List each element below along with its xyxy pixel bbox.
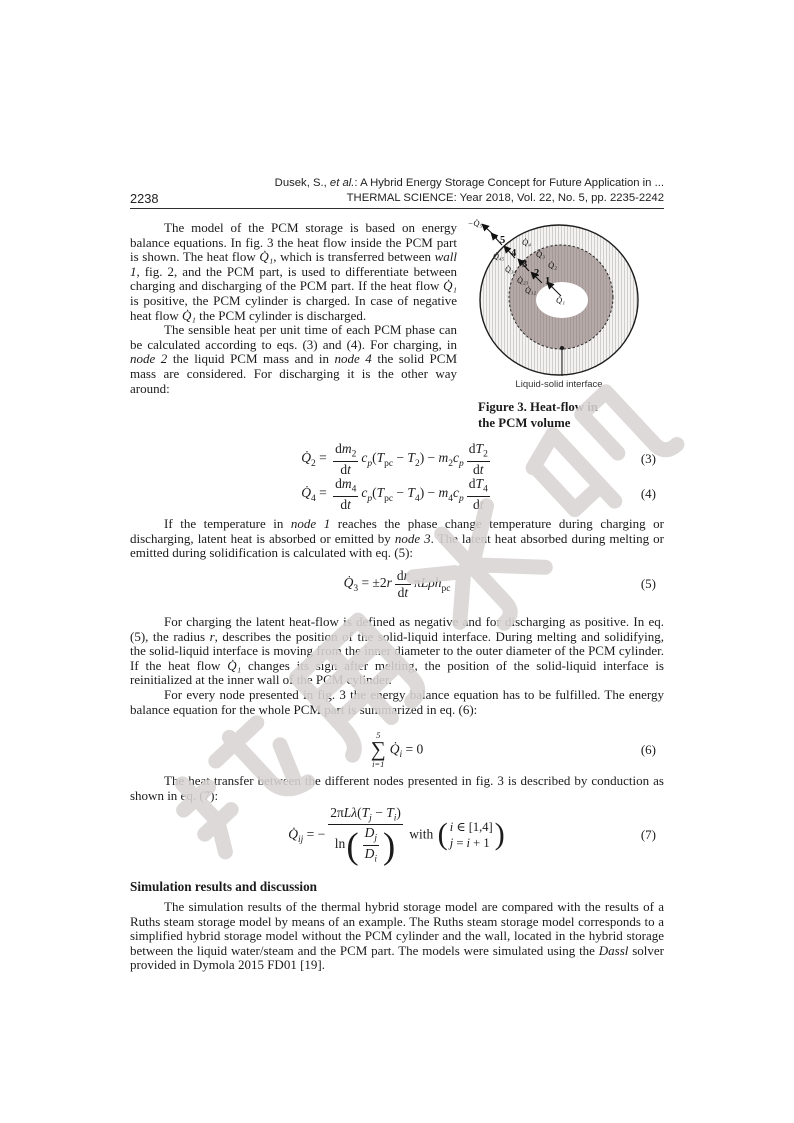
text-segment: The heat transfer between the different nodes presented in fig. 3 is described by conduction as shown in eq. (7):: [130, 773, 664, 803]
equation-part: d: [396, 567, 404, 583]
equation-part: T: [407, 450, 415, 466]
equation-part: (: [437, 817, 448, 852]
equation-part: pc: [441, 583, 451, 594]
equation-7: [130, 804, 664, 866]
equation-part: T: [475, 440, 484, 456]
equation-part: ) −: [419, 450, 439, 466]
text-segment: For every node presented in fig. 3 the energy balance equation has to be fulfilled. The energy balance equation for the whole PCM part is summarized in eq. (6):: [130, 686, 664, 717]
text-segment: . The latent heat absorbed during melting or emitted during solidification is calculated with eq. (5):: [130, 530, 664, 561]
paragraph-1: [130, 221, 457, 323]
equation-part: c: [453, 485, 460, 501]
equation-part: [363, 825, 379, 865]
equation-part: p: [459, 493, 464, 504]
equation-part: t: [347, 496, 351, 512]
equation-part: [371, 731, 386, 770]
equation-part: =: [315, 450, 331, 466]
equation-part: 2: [448, 458, 454, 469]
equation-part: [449, 819, 494, 852]
equation-part: [333, 441, 358, 462]
equation-part: [467, 476, 490, 497]
equation-part: Q̇: [389, 741, 400, 757]
equation-part: T: [407, 485, 415, 501]
text-segment: et al.: [329, 177, 355, 189]
equation-part: c: [361, 485, 368, 501]
equation-part: T: [376, 450, 385, 466]
figure-caption: [478, 400, 648, 431]
equation-part: d: [340, 461, 348, 477]
equation-part: [333, 476, 358, 512]
equation-part: j: [449, 835, 454, 850]
arrow-q5: [483, 225, 497, 238]
label-node-2: 2: [534, 268, 540, 279]
equation-part: [396, 585, 411, 601]
equation-part: Q̇: [343, 575, 354, 591]
equation-part: m: [438, 450, 449, 466]
equation-part: =: [453, 835, 467, 850]
equation-part: h: [434, 575, 442, 591]
equation-part: ): [494, 817, 505, 852]
journal-header: [130, 176, 664, 205]
equation-part: i=1: [372, 758, 385, 769]
text-segment: Q̇₁: [227, 657, 242, 673]
equation-part: λ: [351, 804, 358, 820]
equation-part: [363, 825, 379, 846]
equation-part: m: [438, 485, 449, 501]
equation-part: d: [397, 584, 405, 600]
equation-part: 4: [483, 484, 488, 495]
equation-part: r: [386, 575, 392, 591]
equation-6-body: [371, 731, 424, 770]
paragraph-6: [130, 774, 664, 803]
equation-part: p: [367, 458, 373, 469]
equation-part: t: [479, 461, 484, 477]
equation-part: (: [372, 450, 377, 466]
equation-part: 4: [351, 484, 357, 495]
label-q45: Q̇₄₅: [493, 252, 505, 261]
label-q2: Q̇₂: [548, 260, 558, 270]
equation-part: ρ: [428, 575, 435, 591]
paragraph-3-block: [130, 517, 664, 561]
equation-3: [130, 441, 664, 477]
equation-4-body: [301, 476, 493, 512]
section-heading: Simulation results and discussion: [130, 879, 318, 894]
equation-part: [467, 441, 490, 477]
equation-part: [333, 441, 358, 477]
figure-caption-line-1: Figure 3. Heat-flow in: [478, 400, 598, 414]
equation-part: =: [315, 485, 331, 501]
equation-part: 2: [351, 449, 357, 460]
equation-part: (: [346, 824, 359, 866]
equation-part: 2: [310, 458, 316, 469]
equation-part: ): [382, 824, 396, 866]
equation-part: + 1: [470, 835, 490, 850]
paragraph-7-block: [130, 900, 664, 973]
equation-part: j: [369, 813, 372, 824]
text-segment: Dassl: [598, 942, 629, 958]
label-q1: Q̇₁: [556, 295, 566, 305]
equation-part: d: [340, 496, 348, 512]
equation-part: T: [475, 475, 484, 491]
equation-part: 4: [448, 493, 454, 504]
equation-part: 4: [310, 493, 316, 504]
text-segment: the liquid PCM mass and in: [167, 351, 335, 367]
text-segment: , describes the position of the solid-liquid interface. During melting and solidifying, the solid-liquid interface is moving from the inner diameter to the outer diameter of the PCM cylinder. If the heat flow: [130, 628, 664, 673]
text-segment: For charging the latent heat-flow is defined as negative and for discharging as positive. In eq. (5), the radius: [130, 614, 664, 644]
equation-part: (: [357, 804, 362, 820]
label-node-1: 1: [545, 276, 551, 287]
text-segment: node 1: [290, 516, 331, 531]
equation-part: j: [374, 833, 377, 844]
equation-part: Q̇: [288, 826, 298, 842]
equation-5-body: [344, 568, 451, 600]
label-node-3: 3: [522, 259, 528, 270]
equation-part: 2: [414, 458, 420, 469]
equation-7-body: [288, 805, 506, 866]
equation-part: [437, 819, 506, 852]
figure-caption-line-2: the PCM volume: [478, 415, 571, 430]
equation-part: t: [404, 584, 409, 600]
equation-part: [450, 835, 490, 851]
equation-part: pc: [384, 493, 394, 504]
equation-part: [363, 846, 379, 866]
equation-part: −: [371, 804, 387, 820]
equation-part: [449, 819, 494, 852]
text-segment: The sensible heat per unit time of each PCM phase can be calculated according to eqs. (3) and (4). For charging, in: [130, 322, 457, 352]
equation-part: (: [372, 485, 377, 501]
equation-4-number: (4): [640, 486, 656, 501]
equation-part: D: [364, 845, 375, 861]
paragraph-2: [130, 323, 457, 396]
equation-part: 2: [483, 449, 488, 460]
equation-part: r: [403, 567, 409, 583]
equation-part: pc: [384, 458, 394, 469]
paragraph-6-block: [130, 774, 664, 803]
equation-part: ln: [334, 836, 346, 852]
text-segment: Q̇₁: [259, 249, 274, 265]
text-segment: Q̇₁: [181, 307, 196, 323]
label-q23: Q̇₂₃: [517, 276, 529, 285]
equation-part: d: [468, 440, 476, 456]
header-rule: [130, 208, 664, 209]
equation-part: [338, 462, 353, 478]
equation-part: [333, 476, 358, 497]
equation-part: 4: [414, 493, 420, 504]
page-number: 2238: [130, 191, 159, 206]
paragraph-3: [130, 517, 664, 561]
equation-part: [328, 805, 403, 826]
equation-part: ) −: [419, 485, 439, 501]
text-segment: If the temperature in: [164, 516, 291, 531]
equation-5-number: (5): [640, 576, 656, 591]
equation-part: 2π: [330, 804, 344, 820]
equation-part: L: [343, 804, 352, 820]
equation-part: t: [479, 496, 484, 512]
equation-part: [450, 819, 493, 835]
equation-part: with: [405, 826, 437, 842]
equation-part: ∈ [1,4]: [453, 819, 493, 834]
text-segment: node 3: [394, 530, 431, 546]
left-column: [130, 221, 457, 396]
text-segment: Q̇₁: [443, 278, 457, 294]
equation-part: m: [341, 475, 352, 491]
text-segment: The simulation results of the thermal hybrid storage model are compared with the results of a Ruths steam storage model by means of an example. The Ruths steam storage model corresponds to a simplified hybrid storage model without the PCM cylinder and the wall, located in the hybrid storage between the liquid water/steam and the PCM part. The models were simulated using the: [130, 899, 664, 958]
text-segment: wall 1: [130, 249, 457, 279]
equation-part: D: [364, 825, 375, 841]
text-segment: solver provided in Dymola 2015 FD01 [19].: [130, 942, 664, 973]
equation-part: [333, 825, 398, 865]
equation-part: T: [361, 804, 370, 820]
text-segment: The model of the PCM storage is based on energy balance equations. In fig. 3 the heat flow inside the PCM part is shown. The heat flow: [130, 220, 457, 265]
text-segment: : A Hybrid Energy Storage Concept for Future Application in ...: [354, 177, 664, 189]
label-q3: Q̇₃: [536, 249, 546, 259]
paragraph-4-block: [130, 615, 664, 717]
equation-3-body: [301, 441, 493, 477]
text-segment: node 2: [130, 351, 168, 367]
equation-7-number: (7): [640, 827, 656, 842]
equation-part: d: [473, 496, 480, 512]
equation-part: [345, 825, 396, 865]
equation-part: T: [386, 804, 394, 820]
equation-part: d: [335, 440, 342, 456]
text-segment: reaches the phase change temperature during charging or discharging, latent heat is absorbed or emitted by: [130, 516, 664, 546]
equation-5: [130, 566, 664, 602]
equation-part: i: [449, 819, 454, 834]
label-q34: Q̇₃₄: [505, 265, 517, 274]
paragraph-4: [130, 615, 664, 688]
equation-part: ): [396, 804, 401, 820]
equation-part: [395, 568, 411, 600]
equation-part: ij: [297, 834, 304, 845]
figure-3-heat-flow-diagram: [455, 214, 690, 396]
equation-part: [328, 805, 403, 866]
equation-6: [130, 727, 664, 773]
label-q4: Q̇₄: [522, 237, 532, 247]
equation-part: 3: [353, 583, 359, 594]
equation-part: p: [459, 458, 464, 469]
header-line-2: THERMAL SCIENCE: Year 2018, Vol. 22, No. 5, pp. 2235-2242: [346, 191, 664, 204]
equation-part: d: [468, 475, 476, 491]
text-segment: r: [209, 628, 215, 644]
equation-part: [395, 568, 411, 585]
equation-part: [338, 497, 353, 513]
text-segment: , which is transferred between: [273, 249, 435, 265]
equation-part: Q̇: [301, 450, 311, 466]
equation-part: i: [393, 813, 397, 824]
equation-part: Q̇: [301, 485, 311, 501]
equation-part: i: [466, 835, 471, 850]
equation-part: c: [453, 450, 460, 466]
text-segment: , fig. 2, and the PCM part, is used to differentiate between charging and discharging of the PCM part. If the heat flow: [130, 263, 457, 294]
text-segment: changes its sign after melting, the position of the solid-liquid interface is reinitialized at the inner wall of the PCM cylinder.: [130, 657, 664, 688]
text-segment: node 4: [334, 351, 372, 367]
equation-part: d: [335, 475, 342, 491]
equation-part: i: [399, 749, 403, 760]
equation-4: [130, 476, 664, 512]
equation-part: = −: [303, 826, 326, 842]
text-segment: Dusek, S.,: [274, 177, 330, 189]
equation-part: c: [361, 450, 368, 466]
label-q12: Q̇₁₂: [525, 286, 537, 295]
header-line-1: [130, 176, 664, 191]
equation-part: i: [374, 854, 377, 865]
equation-part: −: [393, 485, 408, 501]
equation-part: [471, 462, 486, 478]
equation-part: 5: [376, 729, 381, 740]
label-node-4: 4: [511, 248, 517, 259]
equation-part: t: [347, 461, 351, 477]
interface-label: Liquid-solid interface: [515, 379, 603, 390]
label-minus-q5: −Q̇₅: [467, 218, 483, 228]
equation-part: [360, 825, 382, 865]
text-segment: the PCM cylinder is discharged.: [195, 307, 367, 323]
equation-part: = 0: [402, 741, 424, 757]
equation-part: d: [473, 461, 480, 477]
equation-part: −: [393, 450, 408, 466]
paragraph-5: [130, 688, 664, 717]
equation-part: ∑: [370, 737, 386, 762]
text-segment: is positive, the PCM cylinder is charged. In case of negative heat flow: [130, 292, 457, 323]
equation-part: [467, 476, 490, 512]
equation-part: p: [367, 493, 373, 504]
equation-part: [471, 497, 486, 513]
equation-part: L: [420, 575, 429, 591]
equation-3-number: (3): [640, 451, 656, 466]
equation-part: T: [376, 485, 385, 501]
paragraph-7: [130, 900, 664, 973]
equation-part: m: [341, 440, 352, 456]
equation-part: [467, 441, 490, 462]
text-segment: the solid PCM mass are considered. For discharging it is the other way around:: [130, 351, 457, 396]
equation-6-number: (6): [640, 742, 656, 757]
equation-part: = ±2: [358, 575, 387, 591]
equation-part: π: [413, 575, 421, 591]
label-node-5: 5: [500, 235, 506, 246]
